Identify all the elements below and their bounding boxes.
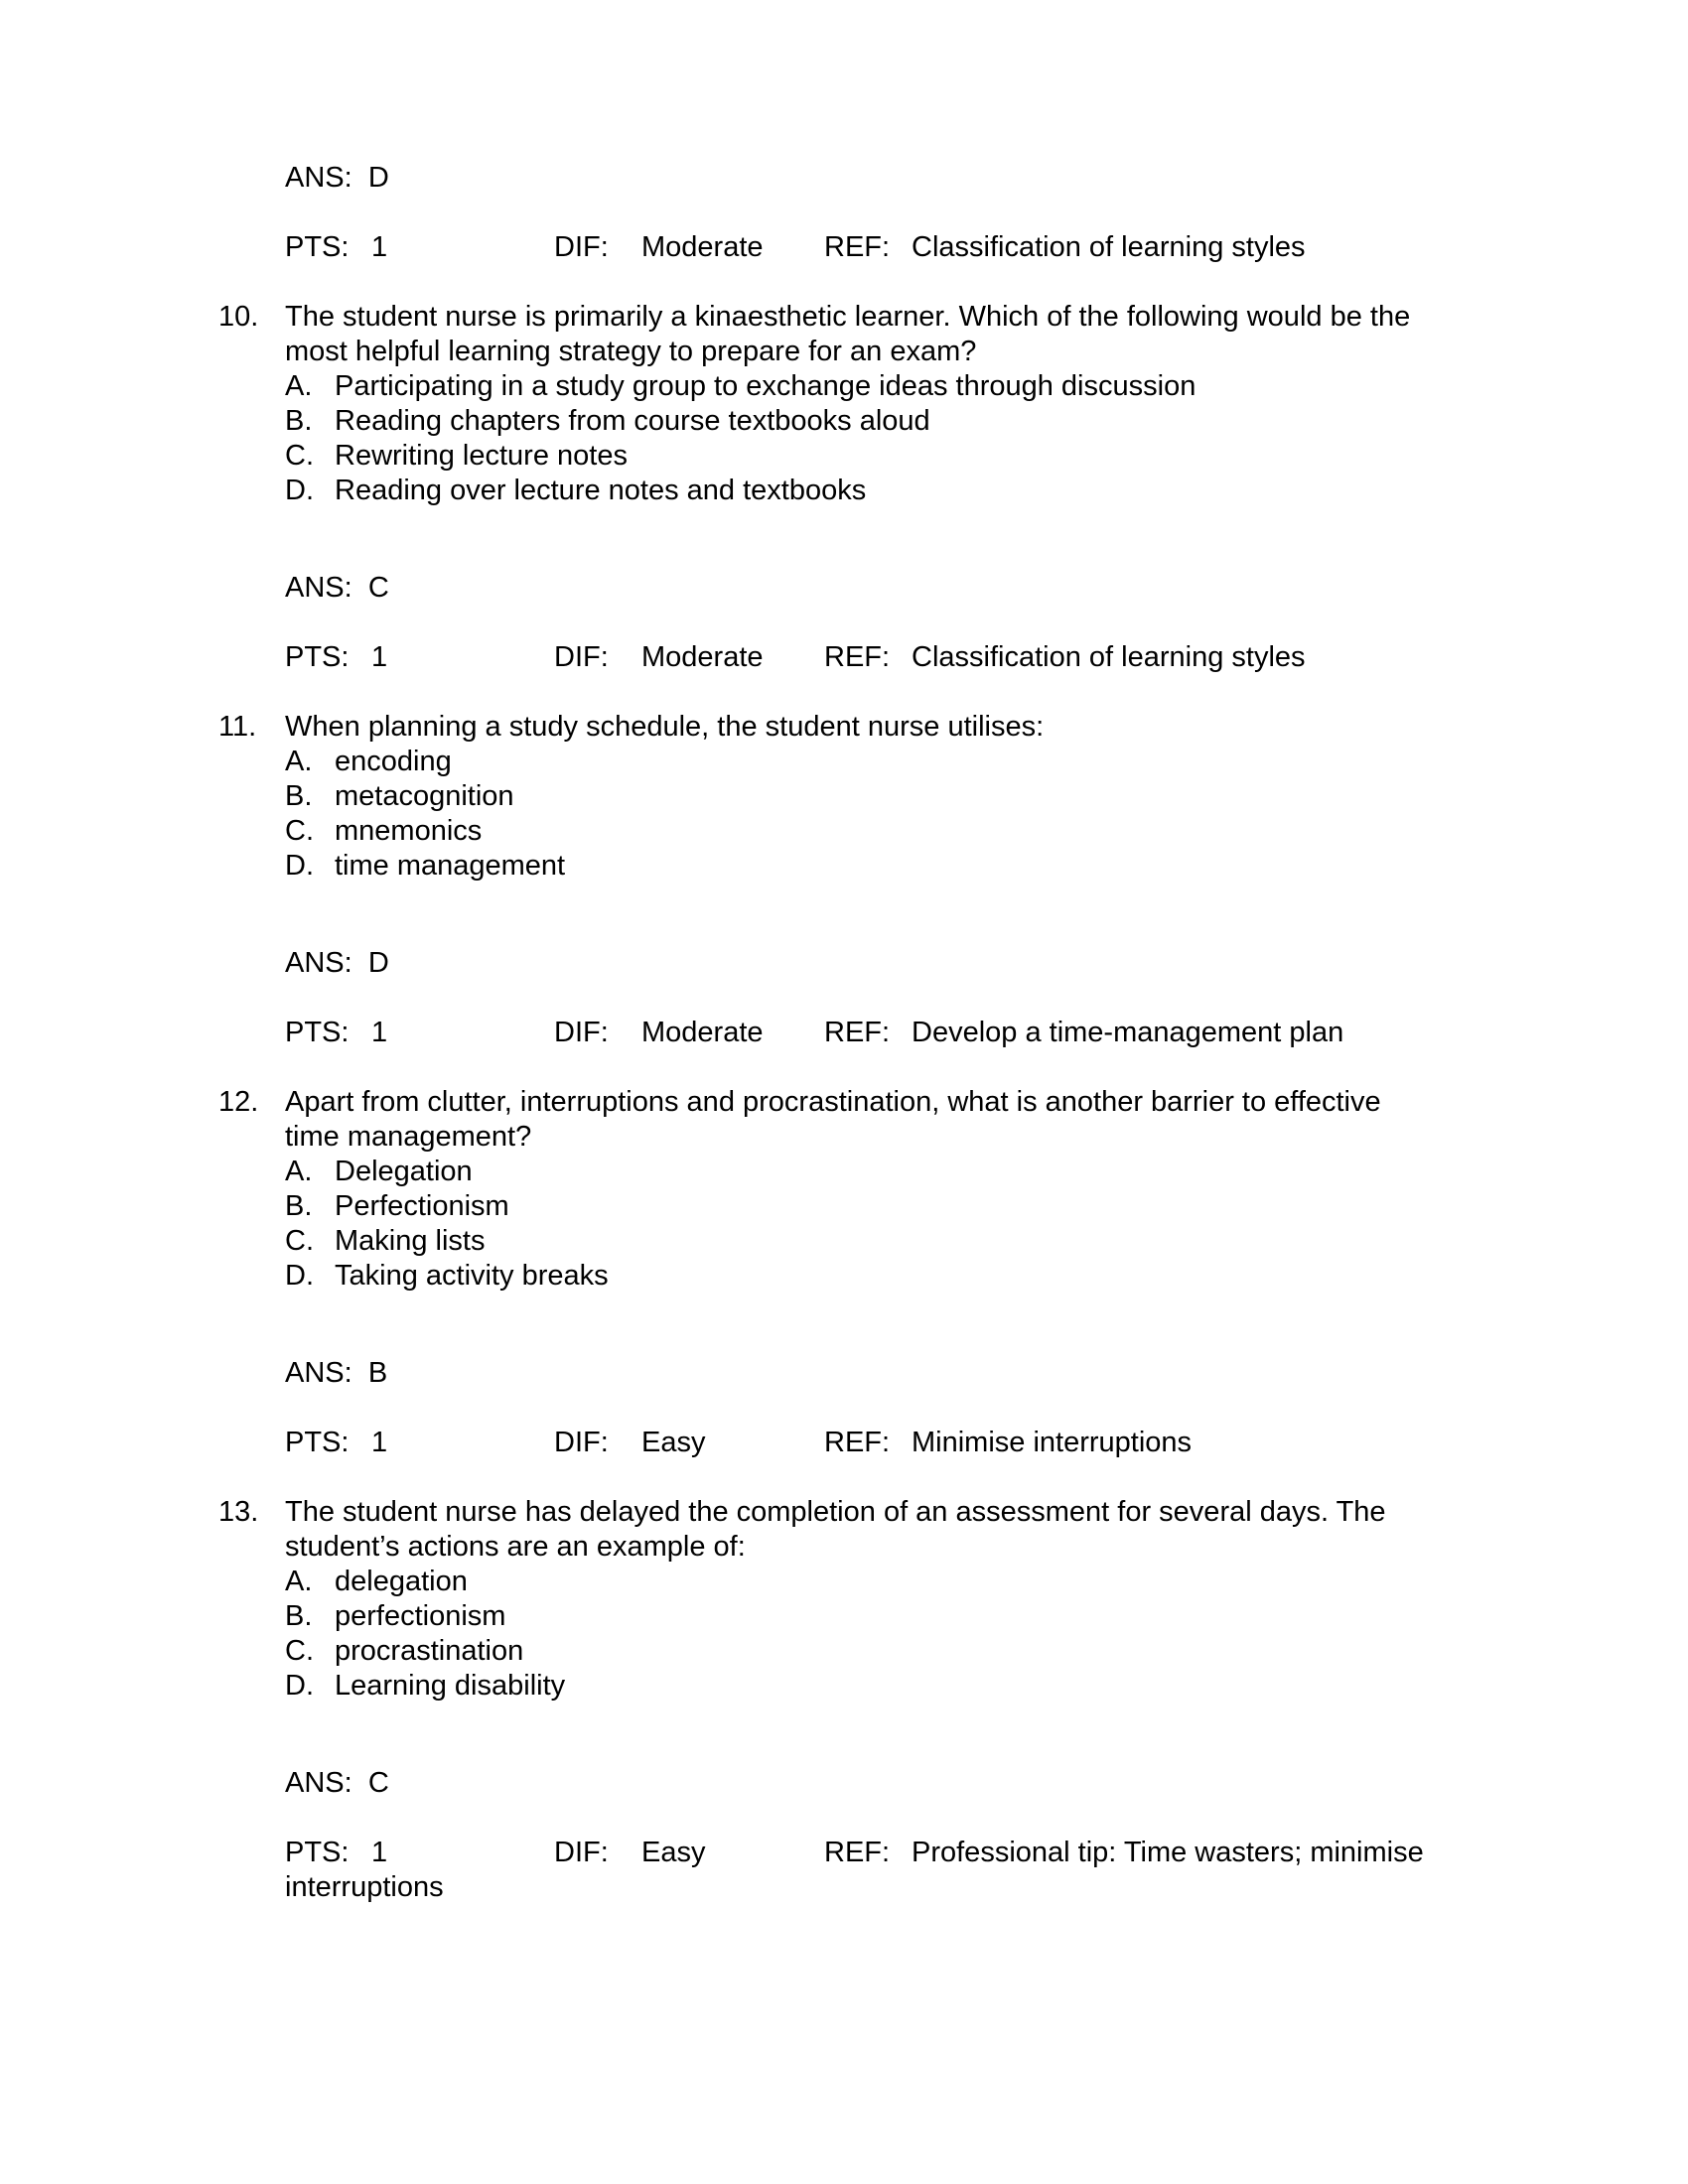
question-stem-line: The student nurse has delayed the completion of an assessment for several days. The xyxy=(285,1496,1386,1528)
answer-value: C xyxy=(367,1767,389,1799)
option-letter: C. xyxy=(285,440,314,472)
ref-label: REF: xyxy=(824,1017,891,1048)
pts-value: 1 xyxy=(371,1017,388,1048)
option-letter: D. xyxy=(285,850,314,882)
pts-value: 1 xyxy=(371,1427,388,1458)
answer-value: D xyxy=(367,947,389,979)
option-b xyxy=(285,1189,509,1224)
answer-label: ANS: xyxy=(285,947,352,979)
answer-value: C xyxy=(367,572,389,604)
ref-value: Classification of learning styles xyxy=(912,231,1306,263)
option-c xyxy=(285,1634,523,1669)
ref-label: REF: xyxy=(824,1427,891,1458)
option-a xyxy=(285,1155,473,1189)
option-text: Learning disability xyxy=(335,1670,566,1702)
answer-label: ANS: xyxy=(285,162,352,194)
question-stem-line: time management? xyxy=(285,1121,532,1153)
answer-line xyxy=(285,1356,387,1391)
option-text: delegation xyxy=(335,1566,468,1597)
option-text: procrastination xyxy=(335,1635,524,1667)
pts-value: 1 xyxy=(371,1837,388,1868)
option-letter: B. xyxy=(285,780,313,812)
question-number: 12. xyxy=(218,1086,259,1118)
dif-label: DIF: xyxy=(554,1017,609,1048)
dif-label: DIF: xyxy=(554,1837,609,1868)
option-letter: D. xyxy=(285,1670,314,1702)
option-text: Delegation xyxy=(335,1156,473,1187)
pts-label: PTS: xyxy=(285,1017,350,1048)
dif-value: Easy xyxy=(641,1427,706,1458)
answer-line xyxy=(285,161,389,196)
option-text: Reading over lecture notes and textbooks xyxy=(335,475,867,506)
pts-label: PTS: xyxy=(285,1837,350,1868)
pts-label: PTS: xyxy=(285,1427,350,1458)
dif-value: Moderate xyxy=(641,231,764,263)
option-d xyxy=(285,849,565,884)
option-letter: A. xyxy=(285,1566,313,1597)
ref-label: REF: xyxy=(824,231,891,263)
option-letter: A. xyxy=(285,1156,313,1187)
question-stem-line: most helpful learning strategy to prepare for an exam? xyxy=(285,336,977,367)
option-letter: B. xyxy=(285,405,313,437)
option-letter: C. xyxy=(285,1225,314,1257)
ref-value: Professional tip: Time wasters; minimise xyxy=(912,1837,1424,1868)
option-a xyxy=(285,1565,468,1599)
option-letter: A. xyxy=(285,370,313,402)
ref-value: Minimise interruptions xyxy=(912,1427,1193,1458)
question-stem xyxy=(285,710,1477,745)
pts-value: 1 xyxy=(371,231,388,263)
option-text: time management xyxy=(335,850,566,882)
question-stem-line: student’s actions are an example of: xyxy=(285,1531,746,1563)
dif-label: DIF: xyxy=(554,231,609,263)
question-stem-line: Apart from clutter, interruptions and procrastination, what is another barrier to effective xyxy=(285,1086,1381,1118)
question-stem-line: When planning a study schedule, the student nurse utilises: xyxy=(285,711,1045,743)
question-number: 13. xyxy=(218,1496,259,1528)
option-text: perfectionism xyxy=(335,1600,506,1632)
option-text: encoding xyxy=(335,746,452,777)
answer-label: ANS: xyxy=(285,1357,352,1389)
answer-value: D xyxy=(367,162,389,194)
question-number: 11. xyxy=(218,711,257,743)
option-a xyxy=(285,745,452,779)
option-a xyxy=(285,369,1196,404)
ref-value: Classification of learning styles xyxy=(912,641,1306,673)
option-letter: B. xyxy=(285,1190,313,1222)
question-stem xyxy=(285,1495,1477,1565)
option-b xyxy=(285,1599,505,1634)
dif-label: DIF: xyxy=(554,641,609,673)
option-text: mnemonics xyxy=(335,815,483,847)
answer-line xyxy=(285,946,389,981)
option-letter: C. xyxy=(285,1635,314,1667)
option-text: Reading chapters from course textbooks aloud xyxy=(335,405,930,437)
option-text: Rewriting lecture notes xyxy=(335,440,628,472)
option-d xyxy=(285,1259,609,1294)
ref-label: REF: xyxy=(824,1837,891,1868)
option-letter: D. xyxy=(285,475,314,506)
answer-label: ANS: xyxy=(285,572,352,604)
dif-value: Moderate xyxy=(641,641,764,673)
question-stem xyxy=(285,1085,1477,1155)
answer-value: B xyxy=(367,1357,388,1389)
dif-label: DIF: xyxy=(554,1427,609,1458)
pts-value: 1 xyxy=(371,641,388,673)
answer-line xyxy=(285,571,389,606)
option-letter: C. xyxy=(285,815,314,847)
option-c xyxy=(285,1224,486,1259)
option-d xyxy=(285,1669,565,1704)
option-d xyxy=(285,474,866,508)
ref-value: Develop a time-management plan xyxy=(912,1017,1344,1048)
option-c xyxy=(285,814,482,849)
option-c xyxy=(285,439,628,474)
question-number: 10. xyxy=(218,301,259,333)
option-text: Perfectionism xyxy=(335,1190,509,1222)
option-letter: A. xyxy=(285,746,313,777)
dif-value: Easy xyxy=(641,1837,706,1868)
option-letter: D. xyxy=(285,1260,314,1292)
option-text: metacognition xyxy=(335,780,514,812)
ref-label: REF: xyxy=(824,641,891,673)
answer-line xyxy=(285,1766,389,1801)
answer-label: ANS: xyxy=(285,1767,352,1799)
question-stem xyxy=(285,300,1477,369)
pts-label: PTS: xyxy=(285,641,350,673)
option-text: Participating in a study group to exchange ideas through discussion xyxy=(335,370,1196,402)
option-letter: B. xyxy=(285,1600,313,1632)
ref-continuation: interruptions xyxy=(285,1871,444,1903)
dif-value: Moderate xyxy=(641,1017,764,1048)
pts-label: PTS: xyxy=(285,231,350,263)
question-stem-line: The student nurse is primarily a kinaesthetic learner. Which of the following would be the xyxy=(285,301,1411,333)
option-text: Taking activity breaks xyxy=(335,1260,609,1292)
option-b xyxy=(285,779,514,814)
option-b xyxy=(285,404,930,439)
option-text: Making lists xyxy=(335,1225,486,1257)
